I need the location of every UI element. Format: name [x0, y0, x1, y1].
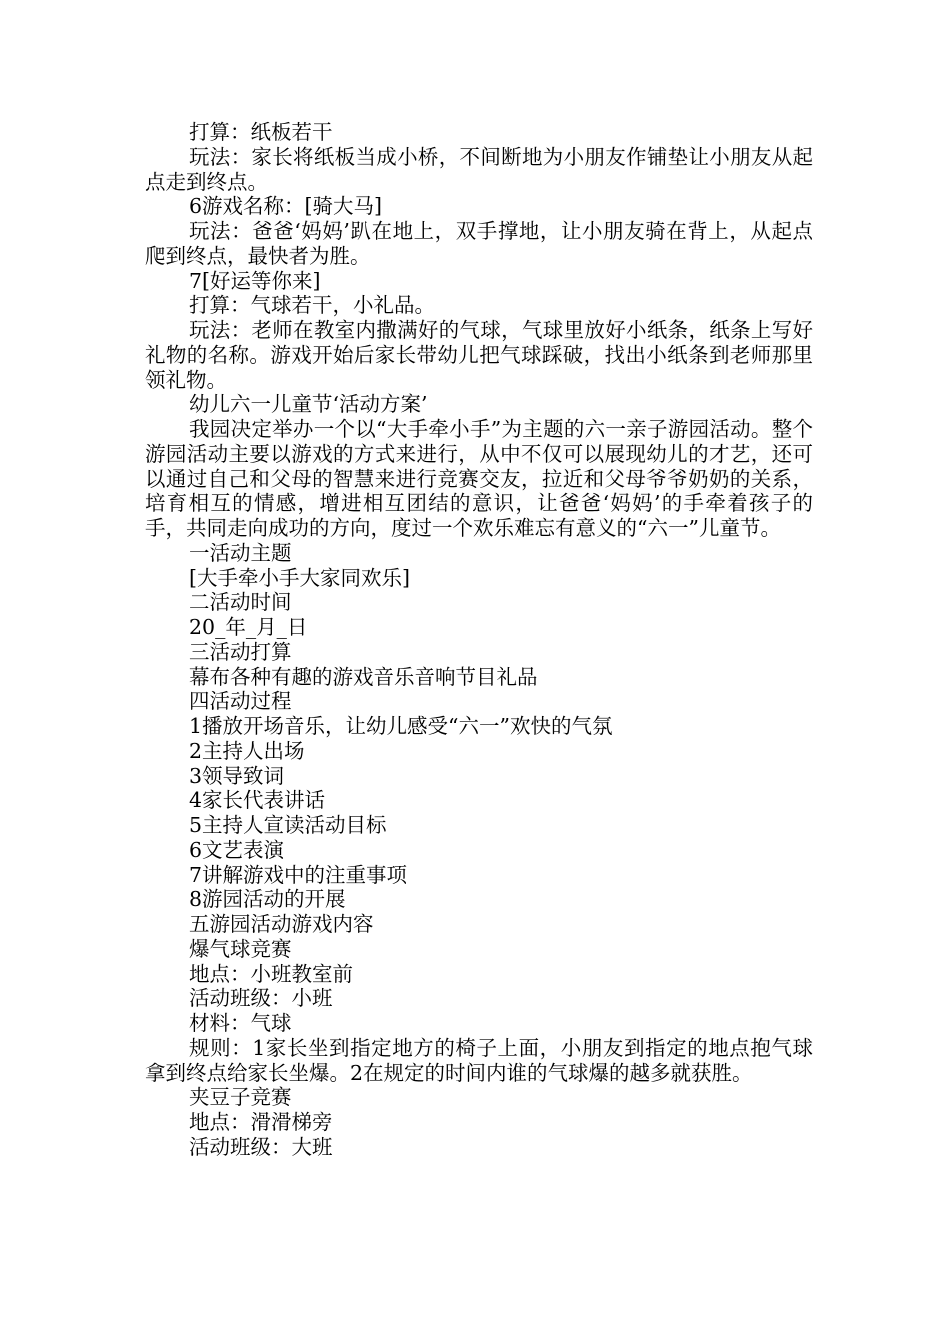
paragraph: 活动班级：大班: [189, 1134, 333, 1159]
list-item: 5主持人宣读活动目标: [189, 813, 387, 837]
game-title: 夹豆子竞赛: [189, 1085, 292, 1110]
paragraph: 材料：气球: [189, 1011, 292, 1035]
paragraph: 6游戏名称：[骑大马]: [189, 194, 383, 219]
paragraph: 我园决定举办一个以“大手牵小手”为主题的六一亲子游园活动。整个游园活动主要以游戏的方式来进行，从中不仅可以展现幼儿的才艺，还可以通过自己和父母的智慧来进行竞赛交友，拉近和父母爷爷奶奶的关系，培育相互的情感，增进相互团结的意识，让爸爸‘妈妈’的手牵着孩子的手，共同走向成功的方向，度过一个欢乐难忘有意义的“六一”儿童节。: [145, 417, 813, 540]
list-item: 8游园活动的开展: [189, 887, 346, 912]
section-heading: 一活动主题: [189, 540, 292, 565]
section-title: 幼儿六一儿童节‘活动方案’: [189, 392, 428, 417]
paragraph: 规则：1家长坐到指定地方的椅子上面，小朋友到指定的地点抱气球拿到终点给家长坐爆。2在规定的时间内谁的气球爆的越多就获胜。: [145, 1035, 813, 1085]
paragraph: 玩法：爸爸‘妈妈’趴在地上，双手撑地，让小朋友骑在背上，从起点爬到终点，最快者为胜。: [145, 219, 813, 268]
paragraph: 20_年_月_日: [189, 615, 308, 639]
paragraph: 7[好运等你来]: [189, 268, 321, 293]
paragraph: 幕布各种有趣的游戏音乐音响节目礼品: [189, 664, 538, 689]
paragraph: 打算：纸板若干: [189, 120, 333, 144]
paragraph: 打算：气球若干，小礼品。: [189, 293, 435, 318]
document-body: [145, 120, 813, 1160]
paragraph: 地点：小班教室前: [189, 961, 353, 986]
list-item: 2主持人出场: [189, 738, 305, 763]
paragraph: [大手牵小手大家同欢乐]: [189, 565, 410, 590]
paragraph: 玩法：家长将纸板当成小桥，不间断地为小朋友作铺垫让小朋友从起点走到终点。: [145, 144, 813, 194]
section-heading: 三活动打算: [189, 639, 292, 664]
list-item: 3领导致词: [189, 763, 285, 788]
list-item: 1播放开场音乐，让幼儿感受“六一”欢快的气氛: [189, 714, 613, 738]
section-heading: 四活动过程: [189, 689, 292, 714]
list-item: 7讲解游戏中的注重事项: [189, 862, 408, 887]
paragraph: 玩法：老师在教室内撒满好的气球，气球里放好小纸条，纸条上写好礼物的名称。游戏开始后家长带幼儿把气球踩破，找出小纸条到老师那里领礼物。: [145, 318, 813, 392]
section-heading: 五游园活动游戏内容: [189, 912, 374, 936]
game-title: 爆气球竞赛: [189, 936, 292, 961]
paragraph: 活动班级：小班: [189, 986, 333, 1011]
list-item: 6文艺表演: [189, 837, 285, 862]
paragraph: 地点：滑滑梯旁: [189, 1110, 333, 1134]
section-heading: 二活动时间: [189, 590, 292, 615]
list-item: 4家长代表讲话: [189, 788, 326, 813]
